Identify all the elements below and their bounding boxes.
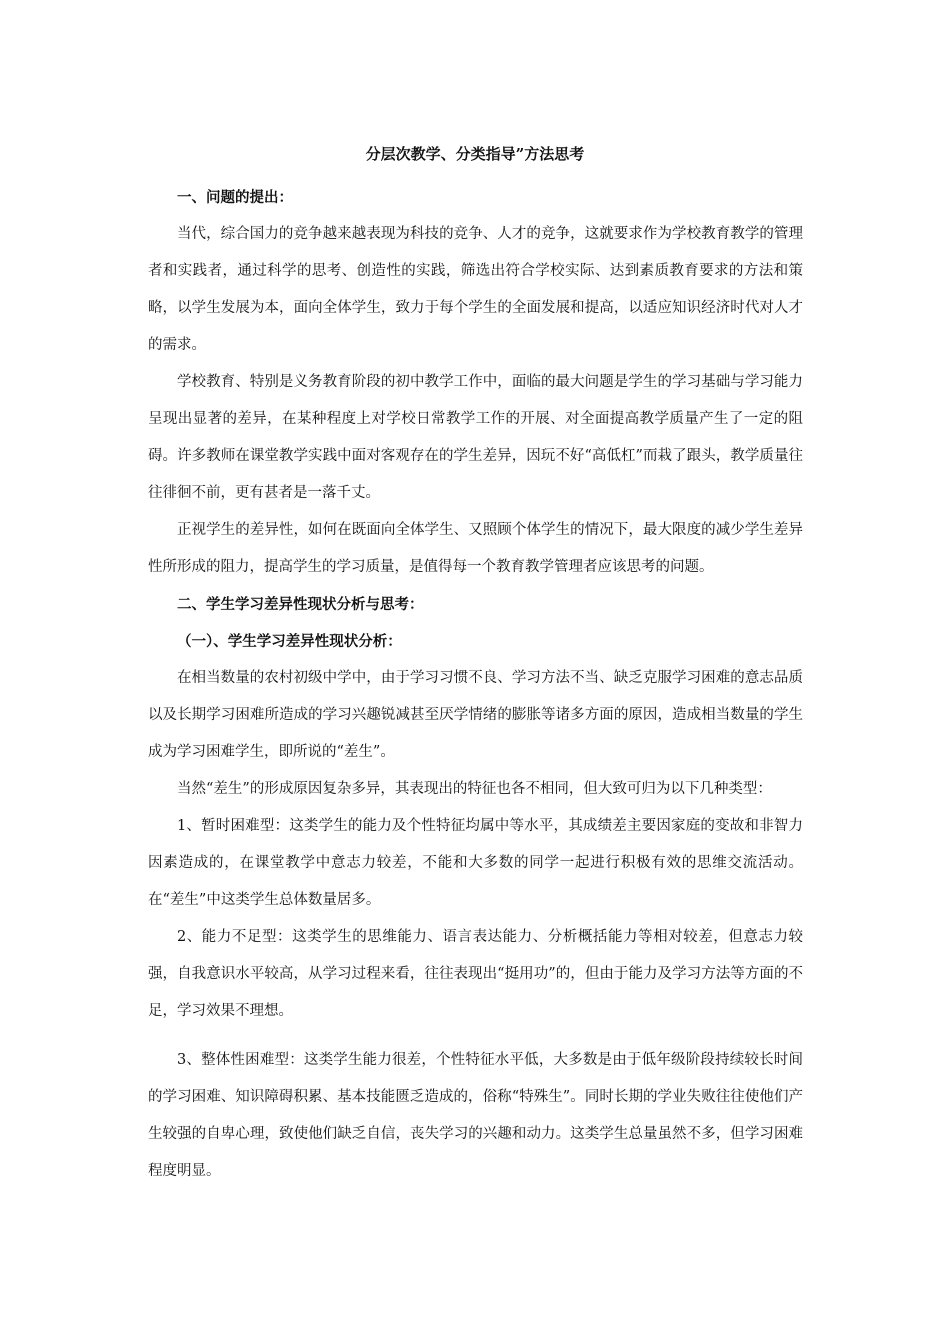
paragraph-facing-differences: 正视学生的差异性，如何在既面向全体学生、又照顾个体学生的情况下，最大限度的减少学生差异性所形成的阻力，提高学生的学习质量，是值得每一个教育教学管理者应该思考的问题。 (148, 522, 803, 575)
section-heading-problem: 一、问题的提出： (177, 189, 293, 206)
section-heading-analysis: 二、学生学习差异性现状分析与思考： (177, 596, 424, 613)
document-body (148, 179, 803, 1190)
paragraph-types-intro: 当然“差生”的形成原因复杂多异，其表现出的特征也各不相同，但大致可归为以下几种类型： (177, 781, 772, 797)
paragraph-contemporary-competition: 当代，综合国力的竞争越来越表现为科技的竞争、人才的竞争，这就要求作为学校教育教学的管理者和实践者，通过科学的思考、创造性的实践，筛选出符合学校实际、达到素质教育要求的方法和策略，以学生发展为本，面向全体学生，致力于每个学生的全面发展和提高，以适应知识经济时代对人才的需求。 (148, 226, 803, 353)
document-title: 分层次教学、分类指导”方法思考 (365, 145, 585, 163)
paragraph-type-temporary: 1、暂时困难型：这类学生的能力及个性特征均属中等水平，其成绩差主要因家庭的变故和非智力因素造成的，在课堂教学中意志力较差，不能和大多数的同学一起进行积极有效的思维交流活动。在“差生”中这类学生总体数量居多。 (148, 818, 803, 908)
paragraph-school-education-differences: 学校教育、特别是义务教育阶段的初中教学工作中，面临的最大问题是学生的学习基础与学习能力呈现出显著的差异，在某种程度上对学校日常教学工作的开展、对全面提高教学质量产生了一定的阻碍。许多教师在课堂教学实践中面对客观存在的学生差异，因玩不好“高低杠”而栽了跟头，教学质量往往徘徊不前，更有甚者是一落千丈。 (148, 374, 803, 501)
subsection-heading-current-analysis: （一）、学生学习差异性现状分析： (177, 633, 402, 650)
paragraph-type-overall-difficulty: 3、整体性困难型：这类学生能力很差，个性特征水平低，大多数是由于低年级阶段持续较长时间的学习困难、知识障碍积累、基本技能匮乏造成的，俗称“特殊生”。同时长期的学业失败往往使他们产生较强的自卑心理，致使他们缺乏自信，丧失学习的兴趣和动力。这类学生总量虽然不多，但学习困难程度明显。 (148, 1052, 803, 1179)
paragraph-type-insufficient-ability: 2、能力不足型：这类学生的思维能力、语言表达能力、分析概括能力等相对较差，但意志力较强，自我意识水平较高，从学习过程来看，往往表现出“挺用功”的，但由于能力及学习方法等方面的不足，学习效果不理想。 (148, 929, 803, 1019)
paragraph-rural-schools: 在相当数量的农村初级中学中，由于学习习惯不良、学习方法不当、缺乏克服学习困难的意志品质以及长期学习困难所造成的学习兴趣锐减甚至厌学情绪的膨胀等诸多方面的原因，造成相当数量的学生成为学习困难学生，即所说的“差生”。 (148, 670, 803, 760)
